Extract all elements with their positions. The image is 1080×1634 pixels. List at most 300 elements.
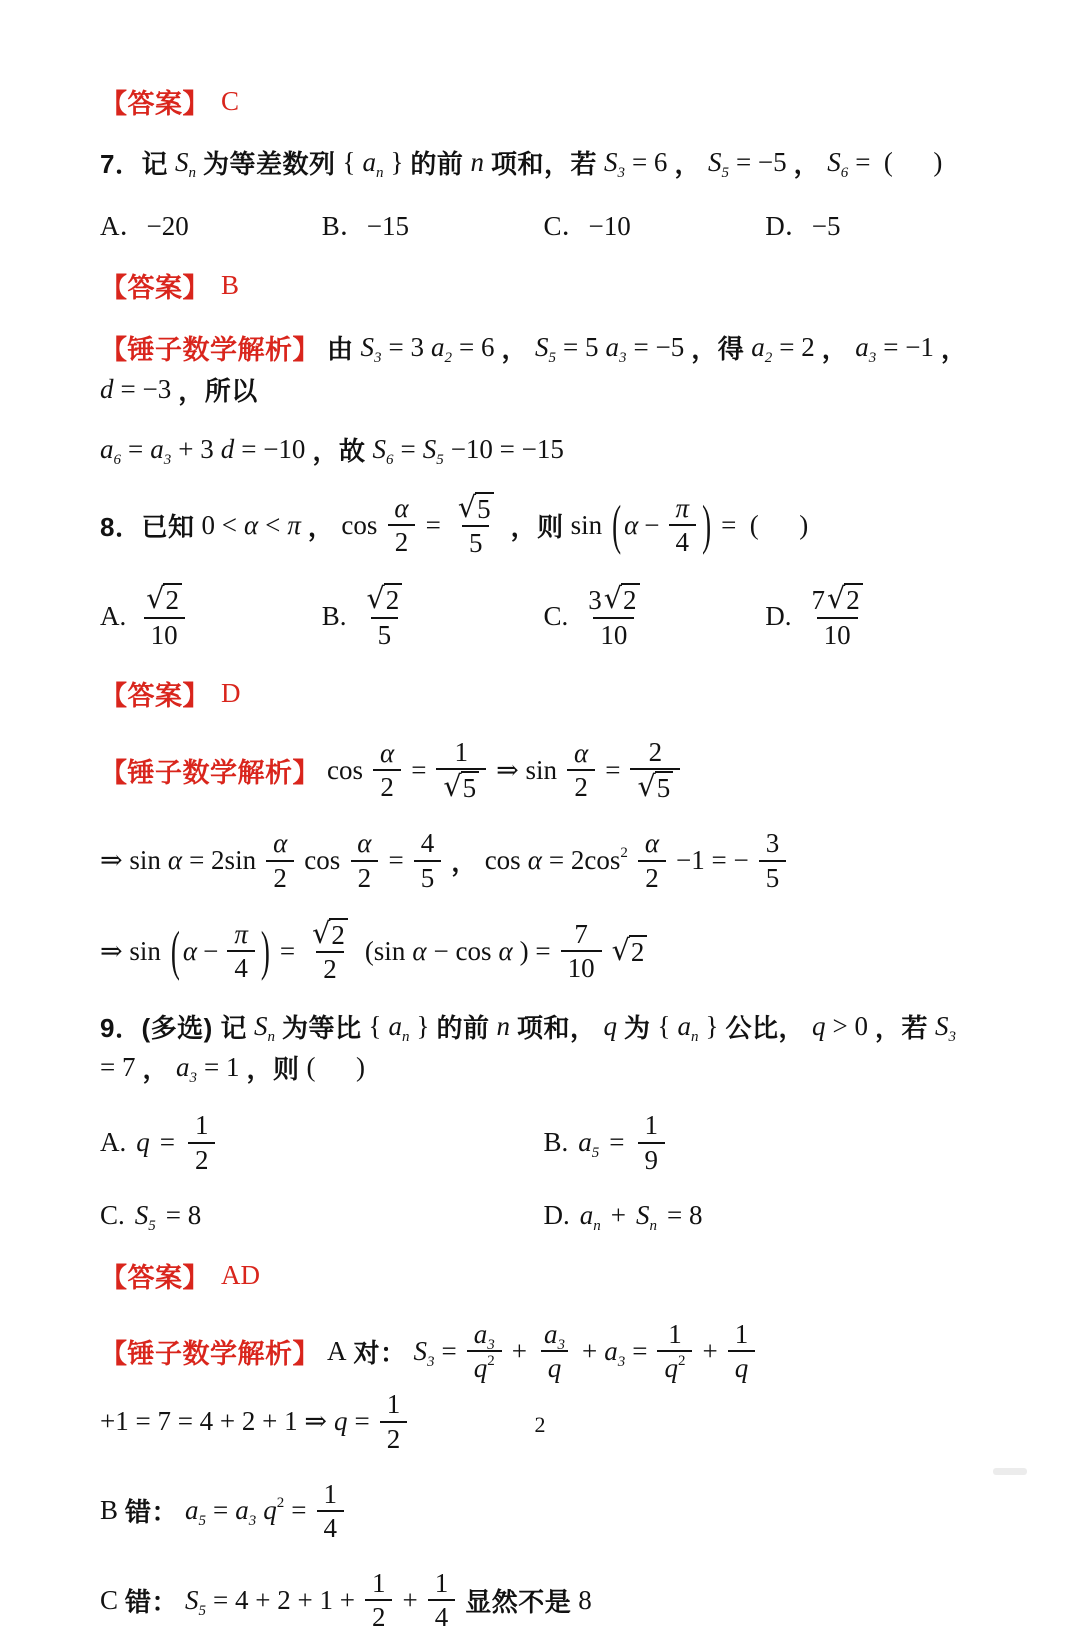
math-text: = 8 (165, 1200, 202, 1231)
math-text: = −10 (241, 434, 306, 464)
math-text: 2 (645, 862, 659, 893)
math-text: B. (321, 601, 347, 632)
math-text: 2 (331, 919, 345, 950)
fraction (759, 827, 787, 893)
fraction (561, 918, 602, 984)
math-text: B．−15 (321, 211, 409, 241)
square-root (827, 583, 863, 615)
math-text: = 4 + 2 + 1 + (213, 1584, 355, 1615)
math-text: 5 (420, 862, 435, 893)
option (100, 1109, 537, 1175)
option (100, 582, 315, 650)
analysis-q8-line3 (100, 917, 980, 985)
denominator (316, 951, 344, 985)
math-text: α (243, 509, 259, 540)
math-text: = 1 (204, 1052, 240, 1083)
denominator (428, 1599, 456, 1633)
fraction (436, 736, 486, 804)
math-text: 2 (574, 772, 588, 803)
math-text: = 2sin (189, 845, 257, 876)
answer-value: B (221, 270, 240, 300)
subscript: 5 (721, 165, 729, 181)
fraction (657, 1318, 692, 1384)
math-text: 2 (165, 585, 179, 616)
cjk-text: ， (821, 334, 849, 364)
subscript: 3 (427, 1353, 435, 1370)
subscript: 5 (148, 1218, 156, 1235)
fraction (567, 737, 595, 803)
option (322, 582, 537, 650)
math-text: q (734, 1353, 749, 1384)
math-text: C. (543, 601, 569, 632)
math-text: = −5 (735, 147, 787, 177)
square-root (611, 932, 648, 967)
fraction (387, 492, 415, 558)
numerator (188, 1109, 216, 1141)
option (765, 204, 980, 243)
math-text: 2 (846, 585, 860, 616)
cjk-text: 错： (125, 1497, 179, 1528)
subscript: 2 (444, 350, 452, 366)
math-text: 2 (630, 936, 645, 967)
analysis-q8-line2 (100, 827, 980, 893)
math-text: $S_3$ (934, 1011, 956, 1046)
math-text: d (220, 434, 235, 464)
subscript: 6 (385, 452, 394, 468)
cjk-text: ，则 (246, 1054, 300, 1085)
radicand (475, 492, 494, 524)
math-text: 4 (323, 1512, 337, 1543)
math-text: C. (100, 1200, 125, 1231)
option (765, 582, 980, 650)
fraction (266, 827, 294, 893)
option (100, 204, 315, 243)
math-text: ⇒ sin (100, 935, 161, 966)
math-text: $a_n$ (388, 1011, 410, 1046)
subscript: 6 (113, 452, 121, 468)
subscript: 5 (198, 1513, 207, 1530)
answer-value: C (221, 86, 240, 116)
radicand (629, 935, 648, 967)
analysis-label: 【锤子数学解析】 (100, 1338, 320, 1369)
math-text: 4 (675, 527, 690, 558)
math-text: = (388, 845, 404, 876)
denominator (436, 768, 486, 804)
numerator (373, 737, 401, 769)
denominator (317, 1510, 345, 1544)
math-text: = −1 (883, 332, 934, 362)
denominator (638, 1142, 666, 1176)
math-text: α (273, 828, 288, 859)
math-text: $S_5$ (535, 332, 556, 366)
left-paren: ( (612, 493, 622, 555)
radical-icon: √ (312, 915, 331, 950)
math-text: + (702, 1335, 718, 1366)
numerator (642, 736, 670, 768)
denominator (365, 1599, 393, 1633)
denominator (467, 1350, 502, 1384)
math-text: A. (100, 1127, 127, 1158)
math-text: 2 (385, 585, 400, 616)
math-text: $a_3$ (235, 1495, 257, 1530)
math-text: 2 (623, 585, 637, 616)
math-text: A. (100, 601, 127, 632)
numerator (360, 582, 410, 616)
cjk-text: 错： (125, 1586, 179, 1617)
options-q7 (100, 204, 980, 243)
cjk-text: ， (940, 334, 968, 364)
math-text: 2 (386, 1423, 401, 1454)
math-text: $a_6$ (100, 434, 121, 468)
math-text: 10 (823, 619, 851, 650)
math-text: 0 < (201, 509, 237, 540)
math-text: −1 = − (676, 845, 749, 876)
fraction (305, 917, 355, 985)
cjk-text: 为 (624, 1013, 651, 1044)
math-text: = (128, 434, 144, 464)
analysis-q7-line1 (100, 328, 980, 408)
math-text: α (624, 509, 639, 540)
math-text: (sin (364, 935, 406, 966)
radicand (384, 583, 403, 615)
math-text: B. (543, 1127, 569, 1158)
math-text: 5 (765, 862, 780, 893)
subscript: n (690, 1029, 699, 1046)
fraction (139, 582, 189, 650)
option (544, 1109, 981, 1175)
math-text: cos (304, 845, 341, 876)
math-text: +1 = 7 = 4 + 2 + 1 ⇒ (100, 1406, 328, 1437)
numerator (227, 918, 255, 950)
math-text: = (632, 1335, 648, 1366)
denominator (371, 617, 399, 651)
math-text: $S_6$ (827, 147, 849, 181)
math-text: q (811, 1011, 826, 1042)
question-8 (100, 491, 980, 559)
subscript: 5 (198, 1602, 207, 1619)
numerator (567, 737, 595, 769)
cjk-text: 8．已知 (100, 511, 195, 542)
math-text: 2 (194, 1144, 209, 1175)
denominator (266, 860, 294, 894)
cjk-text: 的前 (436, 1013, 490, 1044)
math-text: 7 (811, 585, 825, 616)
square-root (604, 583, 640, 615)
radicand (461, 771, 480, 803)
math-text: π (675, 493, 690, 523)
subscript: n (267, 1029, 276, 1046)
answer-label: 【答案】 (100, 680, 210, 711)
fraction (638, 827, 666, 893)
math-text: = (609, 1127, 625, 1158)
cjk-text: 项和，若 (490, 149, 597, 179)
numerator (414, 827, 442, 859)
math-text: 1 (434, 1568, 449, 1599)
subscript: 3 (618, 350, 627, 366)
math-text: = −5 (633, 332, 685, 362)
math-text: $a_3$ (855, 332, 877, 366)
math-text: = (441, 1335, 457, 1366)
square-root (637, 771, 673, 803)
denominator (188, 1142, 216, 1176)
math-text: = (400, 434, 416, 464)
math-text: < (265, 509, 281, 540)
numerator (305, 917, 355, 951)
math-text: B (100, 1495, 119, 1526)
math-text: } (390, 147, 404, 177)
subscript: n (649, 1218, 657, 1235)
math-text: 3 (588, 585, 602, 616)
math-text: D．−5 (765, 211, 841, 241)
cjk-text: ， (142, 1054, 169, 1085)
math-text: } (705, 1011, 719, 1042)
subscript: 3 (374, 350, 382, 366)
denominator (657, 1350, 692, 1384)
math-text: $S_n$ (174, 147, 196, 181)
math-text: = −3 (120, 374, 172, 404)
numerator (759, 827, 787, 859)
math-text: n (470, 147, 484, 177)
denominator (567, 769, 595, 803)
square-root (443, 771, 479, 803)
math-text: α (412, 935, 427, 966)
numerator (139, 582, 189, 616)
answer-line-q8 (100, 674, 980, 713)
numerator (448, 736, 476, 768)
math-text: = 7 (100, 1052, 136, 1083)
square-root (312, 915, 348, 950)
fraction (227, 918, 255, 984)
math-text: + 3 (178, 434, 214, 464)
math-text: − (203, 935, 219, 966)
denominator (593, 617, 634, 651)
math-text: D. (543, 1200, 570, 1231)
option (544, 204, 759, 243)
math-text: $a_3$ (473, 1318, 495, 1353)
math-text: = (605, 754, 621, 785)
math-text: − (644, 509, 660, 540)
answer-line-q7 (100, 266, 980, 305)
math-text: 4 (420, 828, 435, 859)
fraction (467, 1318, 502, 1384)
fraction (638, 1109, 666, 1175)
radical-icon: √ (146, 581, 165, 616)
math-text: = $2\cos^2$ (548, 845, 628, 876)
denominator (638, 860, 666, 894)
math-text: C (100, 1584, 119, 1615)
math-text: α (167, 845, 183, 876)
math-text: = (291, 1495, 307, 1526)
radical-icon: √ (637, 769, 656, 804)
paren-content (183, 918, 258, 984)
numerator (467, 1318, 502, 1353)
math-text: = 6 (631, 147, 668, 177)
subscript: n (375, 165, 384, 181)
answer-value: AD (221, 1259, 260, 1290)
fraction (805, 582, 870, 650)
subscript: 3 (163, 452, 172, 468)
math-text: { (342, 147, 356, 177)
math-text: $S_5$ (422, 434, 444, 468)
math-text: A (327, 1335, 347, 1366)
left-paren: ( (170, 919, 180, 981)
analysis-q7-line2 (100, 431, 980, 468)
math-text: = 2 (779, 332, 815, 362)
math-text: 1 (644, 1110, 658, 1141)
subscript: 3 (487, 1336, 495, 1353)
fraction (581, 582, 646, 650)
fraction (630, 736, 680, 804)
math-text: 1 (371, 1568, 386, 1599)
question-7 (100, 144, 980, 181)
math-text: = (411, 754, 427, 785)
math-text: $a_5$ (578, 1127, 600, 1162)
right-paren: ) (702, 493, 712, 555)
fraction (365, 1567, 393, 1633)
cjk-text: 公比， (725, 1013, 805, 1044)
math-text: $q^2$ (473, 1353, 495, 1384)
cjk-text: 对： (353, 1337, 407, 1368)
superscript: 2 (677, 1353, 686, 1370)
fraction (537, 1318, 572, 1384)
math-text: 5 (477, 494, 491, 524)
fraction (728, 1318, 756, 1384)
math-text: > 0 (832, 1011, 868, 1042)
denominator (541, 1350, 569, 1384)
math-text: 3 (765, 828, 780, 859)
math-text: $S_5$ (134, 1200, 156, 1235)
cjk-text: 的前 (410, 149, 464, 179)
square-root (146, 583, 182, 615)
math-text: $q^2$ (664, 1353, 686, 1384)
fraction (317, 1478, 345, 1544)
cjk-text: ，则 (510, 511, 564, 542)
math-text: 5 (468, 528, 483, 559)
math-text: 5 (656, 773, 671, 804)
subscript: 5 (436, 452, 444, 468)
math-text: ) = (519, 935, 551, 966)
faint-watermark-smudge (993, 1468, 1027, 1475)
math-text: { (368, 1011, 382, 1042)
math-text: { (657, 1011, 671, 1042)
numerator (365, 1567, 393, 1599)
denominator (561, 950, 602, 984)
math-text: $S_3$ (360, 332, 382, 366)
fraction (373, 737, 401, 803)
math-text: ⇒ sin (496, 754, 558, 785)
math-text: $S_5$ (185, 1584, 207, 1619)
options-q8 (100, 582, 980, 650)
math-text: ( ) (306, 1052, 365, 1083)
fraction (414, 827, 442, 893)
math-text: $S_n$ (254, 1011, 276, 1046)
math-text: = 5 (563, 332, 599, 362)
options-q9-row1 (100, 1109, 980, 1175)
math-text: = (213, 1495, 229, 1526)
denominator (728, 1350, 756, 1384)
math-text: cos (341, 509, 378, 540)
subscript: 3 (948, 1029, 956, 1046)
denominator (388, 524, 416, 558)
superscript: 2 (620, 845, 628, 862)
math-text: α (498, 935, 513, 966)
math-text: 10 (600, 619, 628, 650)
fraction (451, 491, 501, 559)
math-text: 8 (578, 1584, 592, 1615)
math-text: = (279, 935, 296, 966)
math-text: = (159, 1127, 175, 1158)
radical-icon: √ (366, 581, 385, 616)
math-text: cos (484, 845, 521, 876)
subscript: 3 (868, 350, 877, 366)
superscript: 2 (487, 1353, 495, 1370)
math-text: = 8 (666, 1200, 703, 1231)
radical-icon: √ (603, 581, 622, 616)
analysis-label: 【锤子数学解析】 (100, 335, 320, 365)
fraction (188, 1109, 216, 1175)
math-text: $a_n$ (579, 1200, 601, 1235)
math-text: $a_n$ (362, 147, 384, 181)
math-text: q (334, 1406, 348, 1437)
cjk-text: 为等差数列 (202, 149, 336, 179)
radical-icon: √ (827, 581, 846, 616)
math-text: 1 (194, 1110, 209, 1141)
numerator (581, 582, 646, 616)
math-text: q (603, 1011, 617, 1042)
math-text: 1 (734, 1318, 749, 1349)
math-text: α (380, 737, 395, 768)
math-text: 9 (644, 1144, 658, 1175)
math-text: $a_3$ (150, 434, 172, 468)
math-text: $S_3$ (413, 1335, 435, 1370)
denominator (759, 860, 787, 894)
math-text: = (425, 509, 441, 540)
radical-icon: √ (443, 769, 462, 804)
numerator (537, 1318, 572, 1353)
subscript: 3 (617, 165, 625, 181)
math-text: α (644, 828, 660, 859)
math-text: sin (570, 509, 603, 540)
numerator (638, 1109, 666, 1141)
answer-line-q9 (100, 1256, 980, 1295)
page-number: 2 (534, 1412, 546, 1437)
answer-label: 【答案】 (100, 1262, 210, 1293)
math-text: $a_3$ (604, 1335, 626, 1370)
math-text: D. (765, 601, 792, 632)
math-text: α (527, 845, 542, 876)
math-text: 2 (648, 736, 663, 767)
cjk-text: ，所以 (178, 376, 258, 406)
radicand (655, 771, 674, 803)
cjk-text: ， (451, 847, 478, 878)
right-paren: ) (260, 919, 270, 981)
numerator (661, 1318, 689, 1350)
numerator (387, 492, 415, 524)
math-text: $a_3$ (176, 1052, 197, 1087)
big-parentheses (609, 492, 714, 558)
math-text: $a_3$ (543, 1318, 565, 1353)
math-text: 1 (386, 1389, 401, 1420)
subscript: n (593, 1218, 601, 1235)
math-text: α (182, 935, 198, 966)
numerator (350, 827, 378, 859)
cjk-text: ，得 (691, 334, 745, 364)
big-parentheses (168, 918, 273, 984)
math-text: $S_n$ (635, 1200, 657, 1235)
subscript: 6 (840, 165, 849, 181)
cjk-text: 7．记 (100, 149, 168, 179)
math-text: A．−20 (100, 211, 189, 241)
